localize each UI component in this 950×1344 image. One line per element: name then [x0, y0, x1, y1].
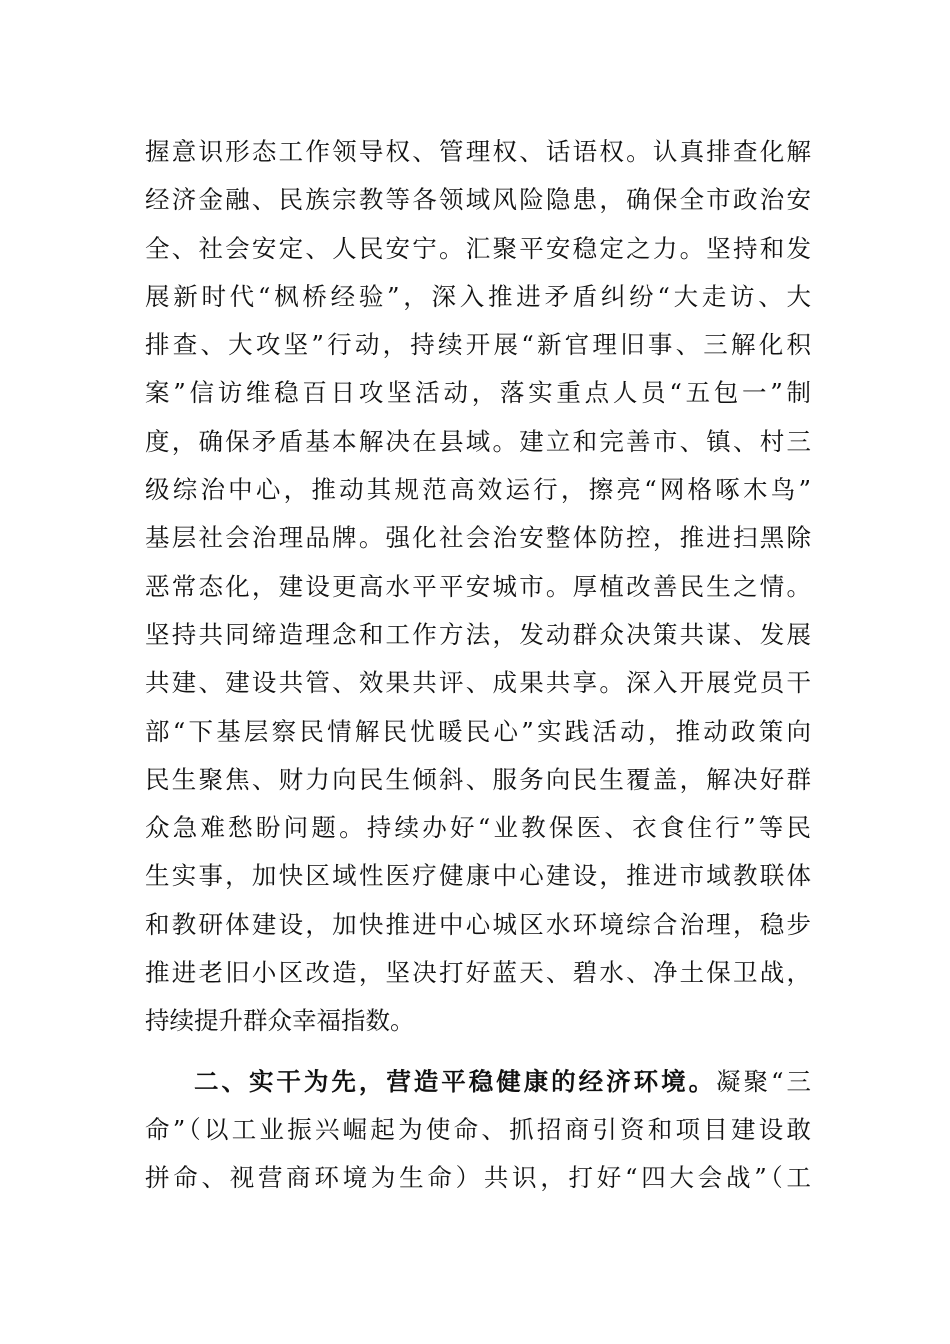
paragraph-line: 排查、大攻坚”行动，持续开展“新官理旧事、三解化积 — [145, 330, 811, 360]
paragraph-line: 全、社会安定、人民安宁。汇聚平安稳定之力。坚持和发 — [145, 233, 811, 263]
paragraph-line: 经济金融、民族宗教等各领域风险隐患，确保全市政治安 — [145, 185, 811, 215]
section-heading-line — [145, 1058, 811, 1106]
paragraph-line: 握意识形态工作领导权、管理权、话语权。认真排查化解 — [145, 137, 811, 166]
paragraph-line: 命”（以工业振兴崛起为使命、抓招商引资和项目建设敢 — [145, 1114, 811, 1144]
paragraph-line: 民生聚焦、财力向民生倾斜、服务向民生覆盖，解决好群 — [145, 764, 811, 794]
paragraph-line: 恶常态化，建设更高水平平安城市。厚植改善民生之情。 — [145, 571, 811, 601]
paragraph-line: 度，确保矛盾基本解决在县域。建立和完善市、镇、村三 — [145, 426, 811, 456]
paragraph-line: 拼命、视营商环境为生命）共识，打好“四大会战”（工 — [145, 1163, 811, 1193]
paragraph-line: 级综治中心，推动其规范高效运行，擦亮“网格啄木鸟” — [145, 475, 811, 505]
paragraph-line: 共建、建设共管、效果共评、成果共享。深入开展党员干 — [145, 668, 811, 698]
paragraph-line: 生实事，加快区域性医疗健康中心建设，推进市域教联体 — [145, 861, 811, 891]
paragraph-line: 部“下基层察民情解民忧暖民心”实践活动，推动政策向 — [145, 716, 811, 746]
paragraph-line: 坚持共同缔造理念和工作方法，发动群众决策共谋、发展 — [145, 619, 811, 649]
heading-line-rest: 凝聚“三 — [716, 1066, 811, 1096]
paragraph-line: 基层社会治理品牌。强化社会治安整体防控，推进扫黑除 — [145, 523, 811, 553]
section-heading: 二、实干为先，营造平稳健康的经济环境。 — [194, 1066, 717, 1096]
paragraph-line: 推进老旧小区改造，坚决打好蓝天、碧水、净土保卫战， — [145, 958, 811, 988]
paragraph-line: 案”信访维稳百日攻坚活动，落实重点人员“五包一”制 — [145, 378, 811, 408]
paragraph-line: 持续提升群众幸福指数。 — [145, 1006, 415, 1036]
paragraph-line: 众急难愁盼问题。持续办好“业教保医、衣食住行”等民 — [145, 813, 811, 843]
paragraph-line: 展新时代“枫桥经验”，深入推进矛盾纠纷“大走访、大 — [145, 281, 811, 311]
paragraph-line: 和教研体建设，加快推进中心城区水环境综合治理，稳步 — [145, 909, 811, 939]
body-text — [145, 128, 811, 1203]
